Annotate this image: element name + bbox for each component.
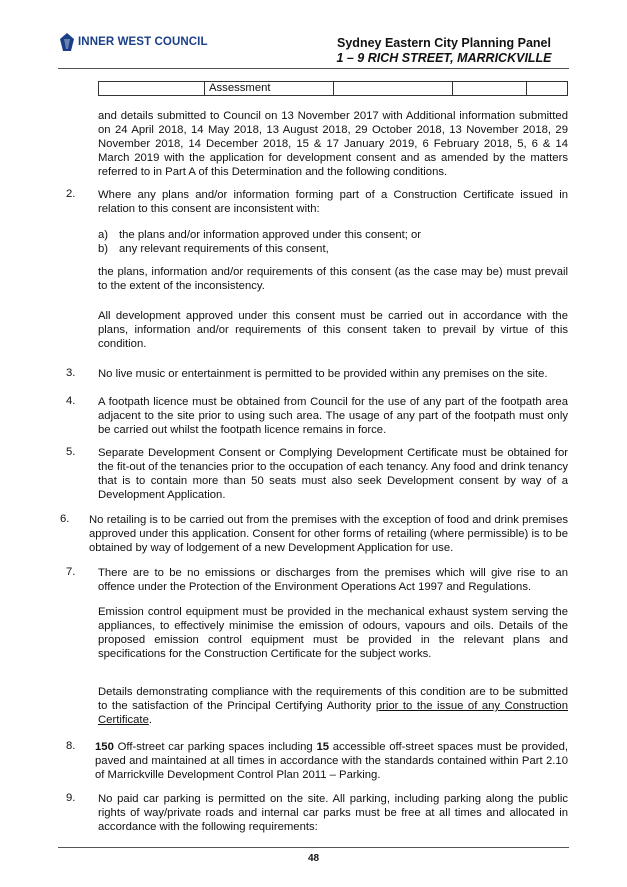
condition-number: 9. (66, 792, 76, 804)
table-cell (453, 82, 527, 96)
condition-2-paragraph-3: All development approved under this consent must be carried out in accordance with the plans, information and/or requirements of this consent taken to prevail by virtue of this condition. (98, 310, 568, 350)
footer-rule (58, 847, 569, 848)
condition-number: 4. (66, 395, 76, 407)
list-item: any relevant requirements of this consent, (119, 243, 329, 255)
list-item: the plans and/or information approved under this consent; or (119, 229, 422, 241)
condition-7-p3-text: Details demonstrating compliance with the requirements of this condition are to be submitted to the satisfaction of the Principal Certifying Authority (98, 686, 568, 712)
panel-title: Sydney Eastern City Planning Panel (337, 36, 551, 50)
condition-2-paragraph-2: the plans, information and/or requirements of this consent (as the case may be) must prevail to the extent of the inconsistency. (98, 266, 568, 292)
list-label: a) (98, 229, 109, 241)
condition-9-text: No paid car parking is permitted on the site. All parking, including parking along the public rights of way/private roads and internal car parks must be free at all times and allocated in accordance with the following requirements: (98, 793, 568, 833)
condition-number: 3. (66, 367, 76, 379)
site-address: 1 – 9 RICH STREET, MARRICKVILLE (336, 51, 552, 65)
condition-7-text: There are to be no emissions or discharges from the premises which will give rise to an offence under the Protection of the Environment Operations Act 1997 and Regulations. (98, 567, 568, 593)
condition-number: 5. (66, 446, 76, 458)
parking-spaces-count: 150 (95, 741, 114, 753)
condition-3-text: No live music or entertainment is permitted to be provided within any premises on the site. (98, 368, 548, 380)
condition-5-text: Separate Development Consent or Complying Development Certificate must be obtained for the fit-out of the tenancies prior to the occupation of each tenancy. Any food and drink tenancy that is to contain more than 50 seats must also seek Development consent by way of a Development Application. (98, 447, 568, 501)
table-row (99, 82, 568, 96)
condition-7-paragraph-3 (98, 685, 568, 727)
condition-7-paragraph-2: Emission control equipment must be provided in the mechanical exhaust system serving the appliances, to effectively minimise the emission of odours, vapours and oils. Details of the proposed emission control equipment must be provided in the relevant plans and specifications for the Construction Certificate for the subject works. (98, 606, 568, 660)
header-rule (58, 68, 569, 69)
table-cell (334, 82, 453, 96)
list-label: b) (98, 243, 109, 255)
table-cell-assessment: Assessment (205, 82, 334, 96)
page-header (319, 36, 569, 66)
table-cell (527, 82, 568, 96)
assessment-table (98, 81, 568, 96)
council-logo-icon (60, 33, 74, 51)
condition-number: 6. (60, 513, 70, 525)
condition-8-text-part2: accessible off-street spaces must be provided, paved and maintained at all times in accordance with the standards contained within Part 2.10 of Marrickville Development Control Plan 2011 – Parking. (95, 741, 569, 781)
condition-2-text: Where any plans and/or information forming part of a Construction Certificate issued in relation to this consent are inconsistent with: (98, 189, 568, 215)
condition-4-text: A footpath licence must be obtained from Council for the use of any part of the footpath area adjacent to the site prior to using such area. The usage of any part of the footpath must only be carried out whilst the footpath licence remains in force. (98, 396, 568, 436)
condition-6-text: No retailing is to be carried out from the premises with the exception of food and drink premises approved under this application. Consent for other forms of retailing (where permissible) is to be obtained by way of lodgement of a new Development Application for use. (89, 514, 568, 554)
condition-8-text (95, 740, 568, 782)
logo-text: INNER WEST COUNCIL (78, 36, 208, 48)
condition-number: 2. (66, 188, 76, 200)
table-cell (99, 82, 205, 96)
condition-number: 7. (66, 566, 76, 578)
condition-7-p3-end: . (148, 714, 152, 726)
council-logo (60, 33, 208, 51)
accessible-spaces-count: 15 (316, 741, 330, 753)
condition-number: 8. (66, 740, 76, 752)
page-number: 48 (307, 853, 320, 864)
construction-certificate-deadline: prior to the issue of any Construction Certificate (98, 700, 568, 726)
condition-8-text-part1: Off-street car parking spaces including (113, 741, 317, 753)
intro-paragraph: and details submitted to Council on 13 November 2017 with Additional information submitted on 24 April 2018, 14 May 2018, 13 August 2018, 29 October 2018, 13 November 2018, 29 November 2018, 14 December 2018, 15 & 17 January 2019, 6 February 2018, 5, 6 & 14 March 2019 with the application for development consent and as amended by the matters referred to in Part A of this Determination and the following conditions. (98, 110, 568, 178)
